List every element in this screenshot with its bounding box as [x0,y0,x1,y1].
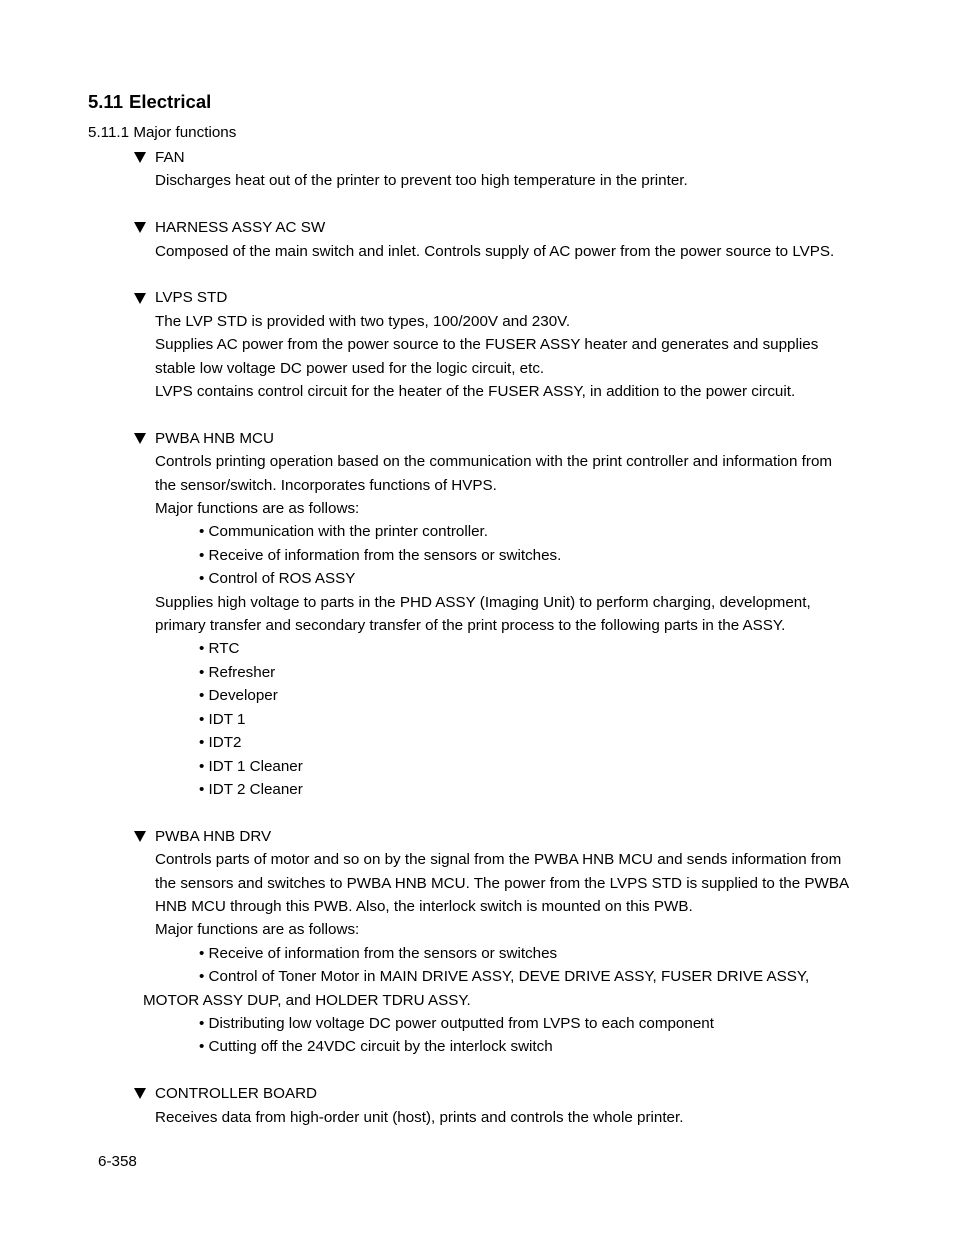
triangle-down-icon [134,293,146,304]
bullet-item: • Control of ROS ASSY [134,567,894,590]
item-title: PWBA HNB DRV [134,825,894,848]
item-description: Controls printing operation based on the communication with the print controller and information from [155,453,833,471]
item-lvps-std [134,286,894,403]
item-description: Supplies AC power from the power source to the FUSER ASSY heater and generates and supplies [155,336,819,354]
item-description: Supplies high voltage to parts in the PHD ASSY (Imaging Unit) to perform charging, development, [155,593,811,611]
bullet-item: • Communication with the printer controller. [134,520,894,543]
item-description: HNB MCU through this PWB. Also, the interlock switch is mounted on this PWB. [155,897,693,915]
bullet-continuation: MOTOR ASSY DUP, and HOLDER TDRU ASSY. [143,991,471,1009]
function-list [134,146,894,1152]
item-title: FAN [134,146,894,169]
page-number: 6-358 [98,1153,137,1170]
triangle-down-icon [134,152,146,163]
item-title: LVPS STD [134,286,894,309]
triangle-down-icon [134,831,146,842]
item-description: Discharges heat out of the printer to prevent too high temperature in the printer. [155,172,688,190]
item-description: The LVP STD is provided with two types, 100/200V and 230V. [155,312,571,330]
triangle-down-icon [134,433,146,444]
item-description: primary transfer and secondary transfer of the print process to the following parts in the ASSY. [155,617,786,635]
section-heading [88,91,211,113]
item-description: Composed of the main switch and inlet. Controls supply of AC power from the power source to LVPS. [155,242,835,260]
bullet-item: • IDT 1 Cleaner [134,755,894,778]
item-description: the sensor/switch. Incorporates functions of HVPS. [155,476,497,494]
item-description: Major functions are as follows: [155,921,360,939]
bullet-item: • Distributing low voltage DC power outputted from LVPS to each component [134,1012,894,1035]
section-number: 5.11 [88,91,123,112]
item-description: Receives data from high-order unit (host), prints and controls the whole printer. [155,1108,684,1126]
bullet-item: • RTC [134,637,894,660]
item-description: the sensors and switches to PWBA HNB MCU. The power from the LVPS STD is supplied to the PWBA [155,874,850,892]
item-description: LVPS contains control circuit for the heater of the FUSER ASSY, in addition to the power circuit. [155,383,796,401]
bullet-item: • Receive of information from the sensors or switches [134,942,894,965]
item-fan [134,146,894,193]
item-title: PWBA HNB MCU [134,427,894,450]
item-pwba-hnb-drv [134,825,894,1059]
subsection-heading: 5.11.1 Major functions [88,124,237,141]
bullet-item: • Control of Toner Motor in MAIN DRIVE ASSY, DEVE DRIVE ASSY, FUSER DRIVE ASSY, [134,965,894,988]
bullet-item: • Developer [134,684,894,707]
item-description: stable low voltage DC power used for the logic circuit, etc. [155,359,545,377]
triangle-down-icon [134,1088,146,1099]
item-title: CONTROLLER BOARD [134,1082,894,1105]
bullet-item: • IDT 1 [134,708,894,731]
section-title: Electrical [129,91,212,112]
bullet-item: • IDT2 [134,731,894,754]
item-title: HARNESS ASSY AC SW [134,216,894,239]
item-pwba-hnb-mcu [134,427,894,802]
bullet-item: • IDT 2 Cleaner [134,778,894,801]
item-description: Controls parts of motor and so on by the signal from the PWBA HNB MCU and sends information from [155,851,842,869]
item-description: Major functions are as follows: [155,500,360,518]
bullet-item: • Receive of information from the sensors or switches. [134,544,894,567]
item-harness-assy-ac-sw [134,216,894,263]
bullet-item: • Cutting off the 24VDC circuit by the interlock switch [134,1035,894,1058]
item-controller-board [134,1082,894,1129]
triangle-down-icon [134,222,146,233]
bullet-item: • Refresher [134,661,894,684]
